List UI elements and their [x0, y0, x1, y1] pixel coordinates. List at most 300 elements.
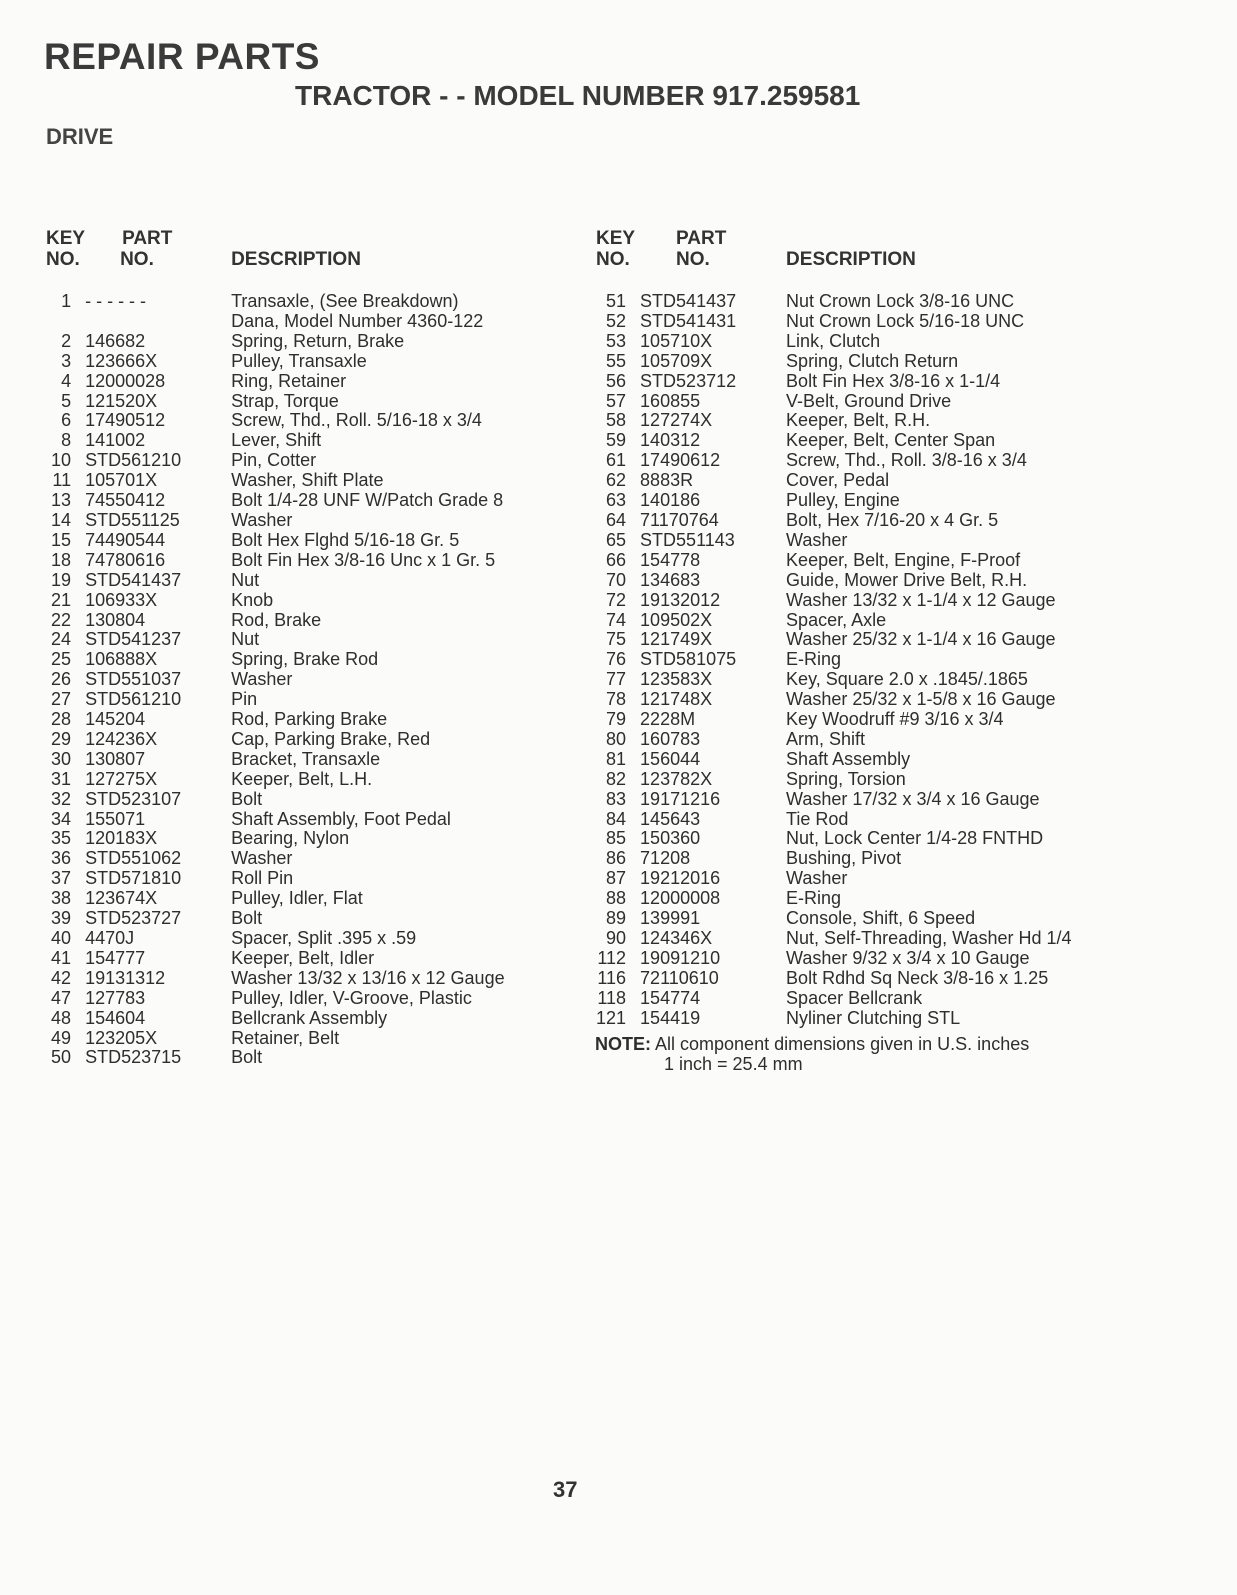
part-number-cell: STD551062	[85, 848, 182, 869]
part-number-cell: 123782X	[640, 768, 713, 789]
part-number-cell: 140186	[640, 490, 701, 511]
key-cell: 37	[51, 868, 72, 889]
part-number-cell: 123666X	[85, 350, 158, 371]
key-cell: 75	[606, 629, 627, 650]
table-row	[596, 411, 1072, 431]
key-cell: 56	[606, 370, 627, 391]
key-cell: 35	[51, 828, 72, 849]
part-number-cell: 19131312	[85, 967, 166, 988]
key-cell: 72	[606, 589, 627, 610]
part-number-cell: STD561210	[85, 689, 182, 710]
table-row	[46, 611, 505, 631]
part-number-cell: 154419	[640, 1007, 701, 1028]
description-cell: Bellcrank Assembly	[231, 1007, 388, 1028]
part-number-cell: 127275X	[85, 768, 158, 789]
table-row	[46, 790, 505, 810]
description-cell: Washer 13/32 x 1-1/4 x 12 Gauge	[786, 589, 1056, 610]
key-cell: 53	[606, 330, 627, 351]
table-row	[46, 710, 505, 730]
part-number-cell: 154778	[640, 549, 701, 570]
table-row	[596, 730, 1072, 750]
description-cell: Spring, Torsion	[786, 768, 906, 789]
key-cell: 90	[606, 928, 627, 948]
description-cell: Washer	[231, 509, 293, 530]
key-cell: 18	[51, 549, 72, 570]
parts-table-right	[596, 228, 1072, 1029]
table-row	[596, 372, 1072, 392]
description-cell: Nut	[231, 629, 260, 650]
description-cell: Retainer, Belt	[231, 1027, 340, 1048]
key-cell: 80	[606, 728, 627, 749]
description-cell: Washer 13/32 x 13/16 x 12 Gauge	[231, 967, 505, 988]
table-row	[596, 710, 1072, 730]
key-cell: 58	[606, 410, 627, 431]
description-cell: Transaxle, (See Breakdown)	[231, 291, 459, 311]
description-cell: Cover, Pedal	[786, 470, 890, 491]
description-cell: Pin, Cotter	[231, 450, 317, 471]
description-cell: Shaft Assembly, Foot Pedal	[231, 808, 451, 829]
description-cell: Link, Clutch	[786, 330, 881, 351]
table-row	[596, 630, 1072, 650]
key-cell: 30	[51, 748, 72, 769]
description-cell: Bolt	[231, 908, 263, 929]
note-label: NOTE:	[595, 1034, 651, 1054]
table-row	[46, 829, 505, 849]
table-row	[596, 790, 1072, 810]
table-row	[596, 829, 1072, 849]
key-header: KEY NO.	[596, 228, 636, 270]
description-cell: Spacer, Split .395 x .59	[231, 928, 417, 948]
table-row	[46, 889, 505, 909]
key-cell: 62	[606, 470, 627, 491]
key-cell: 52	[606, 310, 627, 331]
table-row	[46, 571, 505, 591]
table-row	[596, 392, 1072, 412]
description-cell: Roll Pin	[231, 868, 294, 889]
table-row	[46, 411, 505, 431]
part-number-cell: 74780616	[85, 549, 166, 570]
part-number-cell: 17490612	[640, 450, 721, 471]
table-row	[596, 690, 1072, 710]
part-number-cell: 124346X	[640, 928, 713, 948]
part-number-cell: 123583X	[640, 669, 713, 690]
part-number-cell: STD541437	[640, 291, 737, 311]
description-cell: Bushing, Pivot	[786, 848, 902, 869]
key-cell: 85	[606, 828, 627, 849]
key-cell: 50	[51, 1047, 72, 1068]
part-number-cell: STD551125	[85, 509, 180, 530]
description-cell: Spring, Return, Brake	[231, 330, 405, 351]
description-cell: E-Ring	[786, 888, 842, 909]
key-cell: 61	[606, 450, 627, 471]
part-number-cell: 74490544	[85, 529, 166, 550]
part-number-cell: 155071	[85, 808, 146, 829]
key-cell: 55	[606, 350, 627, 371]
part-number-cell: 74550412	[85, 490, 166, 511]
description-cell: Spacer, Axle	[786, 609, 887, 630]
description-cell: E-Ring	[786, 649, 842, 670]
description-cell: Washer 17/32 x 3/4 x 16 Gauge	[786, 788, 1040, 809]
part-number-cell: - - - - - -	[85, 291, 147, 311]
table-row	[596, 352, 1072, 372]
key-cell: 48	[51, 1007, 72, 1028]
description-cell: Screw, Thd., Roll. 3/8-16 x 3/4	[786, 450, 1027, 471]
part-number-cell: 71170764	[640, 509, 719, 530]
table-row	[46, 909, 505, 929]
key-cell: 112	[597, 947, 627, 968]
table-row	[46, 1009, 505, 1029]
description-cell: Screw, Thd., Roll. 5/16-18 x 3/4	[231, 410, 482, 431]
description-cell: Pulley, Idler, V-Groove, Plastic	[231, 987, 472, 1008]
part-number-cell: 140312	[640, 430, 701, 451]
table-row	[596, 670, 1072, 690]
description-cell: Spring, Clutch Return	[786, 350, 959, 371]
table-row	[596, 810, 1072, 830]
description-cell: Washer 25/32 x 1-5/8 x 16 Gauge	[786, 689, 1056, 710]
key-cell: 42	[51, 967, 72, 988]
description-cell: Keeper, Belt, Center Span	[786, 430, 996, 451]
key-cell: 64	[606, 509, 627, 530]
key-cell: 6	[61, 410, 72, 431]
table-row	[596, 332, 1072, 352]
table-row	[46, 471, 505, 491]
key-cell: 19	[51, 569, 72, 590]
key-cell: 78	[606, 689, 627, 710]
key-cell: 47	[51, 987, 72, 1008]
part-number-cell: STD541431	[640, 310, 737, 331]
table-row	[46, 670, 505, 690]
description-cell: Nut Crown Lock 3/8-16 UNC	[786, 291, 1015, 311]
part-number-cell: STD571810	[85, 868, 182, 889]
description-cell: Washer	[786, 529, 848, 550]
table-row	[596, 849, 1072, 869]
description-cell: Key, Square 2.0 x .1845/.1865	[786, 669, 1028, 690]
table-row	[596, 650, 1072, 670]
table-row	[46, 989, 505, 1009]
table-row	[596, 750, 1072, 770]
description-cell: Spring, Brake Rod	[231, 649, 379, 670]
description-cell: Nut	[231, 569, 260, 590]
part-number-cell: 8883R	[640, 470, 694, 491]
part-number-cell: STD523107	[85, 788, 182, 809]
page-title: REPAIR PARTS	[44, 36, 320, 77]
table-row	[596, 491, 1072, 511]
description-cell: Pin	[231, 689, 258, 710]
description-cell: Spacer Bellcrank	[786, 987, 923, 1008]
description-cell: Guide, Mower Drive Belt, R.H.	[786, 569, 1028, 590]
key-cell: 57	[606, 390, 627, 411]
key-cell: 116	[597, 967, 627, 988]
key-cell: 26	[51, 669, 72, 690]
description-cell: V-Belt, Ground Drive	[786, 390, 952, 411]
description-cell: Knob	[231, 589, 274, 610]
key-cell	[46, 312, 85, 332]
description-cell: Dana, Model Number 4360-122	[231, 310, 484, 331]
table-row	[596, 471, 1072, 491]
table-row	[46, 491, 505, 511]
part-number-cell: STD551037	[85, 669, 182, 690]
description-cell: Lever, Shift	[231, 430, 322, 451]
key-cell: 87	[606, 868, 627, 889]
table-row	[46, 431, 505, 451]
table-row	[46, 929, 505, 949]
part-number-cell: 105710X	[640, 330, 713, 351]
description-cell: Keeper, Belt, Engine, F-Proof	[786, 549, 1021, 570]
part-number-cell: 106888X	[85, 649, 158, 670]
table-row	[46, 849, 505, 869]
table-row	[46, 770, 505, 790]
table-row	[596, 312, 1072, 332]
table-row	[596, 909, 1072, 929]
table-row	[596, 431, 1072, 451]
table-row	[46, 630, 505, 650]
description-cell: Rod, Parking Brake	[231, 709, 388, 730]
part-number-cell: 106933X	[85, 589, 158, 610]
table-row	[596, 869, 1072, 889]
key-cell: 40	[51, 928, 72, 948]
part-number-cell: STD523727	[85, 908, 182, 929]
part-number-cell: STD523712	[640, 370, 737, 391]
part-number-cell: 154774	[640, 987, 701, 1008]
key-cell: 51	[606, 291, 627, 311]
part-number-cell: 141002	[85, 430, 146, 451]
table-row	[596, 1009, 1072, 1029]
key-cell: 28	[51, 709, 72, 730]
part-number-cell: 19171216	[640, 788, 721, 809]
part-number-cell: 19212016	[640, 868, 721, 889]
key-cell: 29	[51, 728, 72, 749]
description-header: DESCRIPTION	[231, 249, 361, 270]
table-row	[46, 869, 505, 889]
key-cell: 21	[51, 589, 72, 610]
description-cell: Washer 9/32 x 3/4 x 10 Gauge	[786, 947, 1030, 968]
part-number-cell: 130804	[85, 609, 146, 630]
description-cell: Nut, Lock Center 1/4-28 FNTHD	[786, 828, 1044, 849]
part-number-cell: 127783	[85, 987, 146, 1008]
description-cell: Pulley, Idler, Flat	[231, 888, 363, 909]
description-cell: Bolt	[231, 788, 263, 809]
key-cell: 4	[61, 370, 72, 391]
table-row	[596, 889, 1072, 909]
part-number-cell: 121749X	[640, 629, 713, 650]
table-row	[596, 511, 1072, 531]
section-heading: DRIVE	[46, 124, 114, 149]
note	[595, 1034, 1029, 1074]
key-cell: 34	[51, 808, 72, 829]
key-cell: 2	[61, 330, 72, 351]
part-number-cell: STD541437	[85, 569, 182, 590]
description-cell: Bolt Fin Hex 3/8-16 x 1-1/4	[786, 370, 1001, 391]
description-cell: Bolt	[231, 1047, 263, 1068]
description-cell: Bracket, Transaxle	[231, 748, 381, 769]
description-cell: Keeper, Belt, R.H.	[786, 410, 931, 431]
table-row	[596, 551, 1072, 571]
description-cell: Cap, Parking Brake, Red	[231, 728, 431, 749]
key-cell: 25	[51, 649, 72, 670]
part-number-cell: 121748X	[640, 689, 713, 710]
part-number-cell: 12000008	[640, 888, 721, 909]
table-row	[46, 730, 505, 750]
part-number-cell: STD551143	[640, 529, 735, 550]
key-cell: 82	[606, 768, 627, 789]
part-number-cell: 19091210	[640, 947, 721, 968]
table-row	[46, 1029, 505, 1049]
key-cell: 121	[596, 1007, 627, 1028]
table-row	[596, 929, 1072, 949]
key-cell: 24	[51, 629, 72, 650]
part-number-cell: 12000028	[85, 370, 166, 391]
part-number-cell: 127274X	[640, 410, 713, 431]
description-cell: Keeper, Belt, L.H.	[231, 768, 373, 789]
part-number-cell: 154777	[85, 947, 146, 968]
description-cell: Nyliner Clutching STL	[786, 1007, 961, 1028]
key-cell: 3	[61, 350, 72, 371]
key-cell: 83	[606, 788, 627, 809]
description-cell: Shaft Assembly	[786, 748, 911, 769]
page-number: 37	[553, 1477, 578, 1502]
note-text: All component dimensions given in U.S. inches	[655, 1034, 1030, 1054]
table-row	[46, 352, 505, 372]
table-row	[46, 392, 505, 412]
key-cell: 32	[51, 788, 72, 809]
key-cell: 36	[51, 848, 72, 869]
key-cell: 8	[61, 430, 72, 451]
table-row	[596, 571, 1072, 591]
key-cell: 65	[606, 529, 627, 550]
key-cell: 27	[51, 689, 72, 710]
key-cell: 39	[51, 908, 72, 929]
description-cell: Console, Shift, 6 Speed	[786, 908, 976, 929]
key-cell: 13	[51, 490, 72, 511]
key-cell: 81	[606, 748, 627, 769]
part-number-cell: 160855	[640, 390, 701, 411]
description-cell: Pulley, Transaxle	[231, 350, 367, 371]
description-cell: Nut Crown Lock 5/16-18 UNC	[786, 310, 1025, 331]
part-number-cell: 130807	[85, 748, 146, 769]
key-cell: 88	[606, 888, 627, 909]
description-cell: Washer	[231, 848, 293, 869]
table-row	[596, 292, 1072, 312]
part-number-cell: 123674X	[85, 888, 158, 909]
key-cell: 1	[61, 291, 72, 311]
description-cell: Bolt Hex Flghd 5/16-18 Gr. 5	[231, 529, 460, 550]
table-row	[46, 372, 505, 392]
part-number-cell: 105701X	[85, 470, 158, 491]
part-number-cell: STD581075	[640, 649, 737, 670]
key-cell: 11	[52, 470, 72, 491]
table-row	[46, 312, 505, 332]
key-cell: 15	[51, 529, 72, 550]
part-number-cell: 150360	[640, 828, 701, 849]
key-cell: 76	[606, 649, 627, 670]
description-cell: Bolt Fin Hex 3/8-16 Unc x 1 Gr. 5	[231, 549, 496, 570]
part-number-cell: 139991	[640, 908, 701, 929]
part-number-cell: 71208	[640, 848, 691, 869]
key-cell: 84	[606, 808, 627, 829]
table-row	[596, 770, 1072, 790]
table-row	[46, 750, 505, 770]
key-cell: 10	[51, 450, 72, 471]
table-row	[596, 969, 1072, 989]
table-row	[46, 551, 505, 571]
key-cell: 70	[606, 569, 627, 590]
table-row	[46, 969, 505, 989]
part-number-cell: 109502X	[640, 609, 713, 630]
description-cell: Nut, Self-Threading, Washer Hd 1/4	[786, 928, 1072, 948]
part-number-cell	[85, 312, 231, 332]
part-number-cell: 124236X	[85, 728, 158, 749]
key-cell: 38	[51, 888, 72, 909]
part-header: PART NO.	[676, 228, 727, 270]
table-row	[46, 511, 505, 531]
table-row	[46, 332, 505, 352]
key-cell: 14	[51, 509, 72, 530]
part-number-cell: 121520X	[85, 390, 158, 411]
part-number-cell: 2228M	[640, 709, 696, 730]
part-number-cell: 145204	[85, 709, 146, 730]
description-cell: Rod, Brake	[231, 609, 322, 630]
table-header-row	[46, 228, 505, 270]
description-cell: Key Woodruff #9 3/16 x 3/4	[786, 709, 1004, 730]
table-row	[596, 611, 1072, 631]
table-row	[46, 949, 505, 969]
table-row	[596, 949, 1072, 969]
table-row	[46, 1048, 505, 1068]
part-number-cell: STD523715	[85, 1047, 182, 1068]
part-number-cell: 160783	[640, 728, 701, 749]
description-cell: Washer, Shift Plate	[231, 470, 384, 491]
description-header: DESCRIPTION	[786, 249, 916, 270]
table-row	[596, 989, 1072, 1009]
description-cell: Keeper, Belt, Idler	[231, 947, 375, 968]
table-row	[596, 591, 1072, 611]
description-cell: Washer	[786, 868, 848, 889]
table-row	[46, 690, 505, 710]
key-cell: 31	[51, 768, 72, 789]
description-cell: Strap, Torque	[231, 390, 339, 411]
key-cell: 86	[606, 848, 627, 869]
part-number-cell: 4470J	[85, 928, 135, 948]
key-cell: 5	[61, 390, 72, 411]
description-cell: Tie Rod	[786, 808, 849, 829]
part-number-cell: 146682	[85, 330, 146, 351]
description-cell: Arm, Shift	[786, 728, 866, 749]
part-number-cell: 156044	[640, 748, 701, 769]
key-cell: 118	[597, 987, 627, 1008]
part-number-cell: 120183X	[85, 828, 158, 849]
key-cell: 22	[51, 609, 72, 630]
key-cell: 59	[606, 430, 627, 451]
description-cell: Washer	[231, 669, 293, 690]
part-number-cell: STD541237	[85, 629, 182, 650]
part-number-cell: STD561210	[85, 450, 182, 471]
note-conversion: 1 inch = 25.4 mm	[664, 1054, 803, 1074]
key-header: KEY NO.	[46, 228, 86, 270]
part-number-cell: 19132012	[640, 589, 721, 610]
description-cell: Bolt 1/4-28 UNF W/Patch Grade 8	[231, 490, 504, 511]
table-row	[46, 451, 505, 471]
table-row	[46, 292, 505, 312]
table-row	[596, 451, 1072, 471]
table-header-row	[596, 228, 1072, 270]
key-cell: 89	[606, 908, 627, 929]
part-number-cell: 17490512	[85, 410, 166, 431]
key-cell: 66	[606, 549, 627, 570]
key-cell: 77	[606, 669, 627, 690]
key-cell: 63	[606, 490, 627, 511]
description-cell: Washer 25/32 x 1-1/4 x 16 Gauge	[786, 629, 1056, 650]
part-number-cell: 134683	[640, 569, 701, 590]
